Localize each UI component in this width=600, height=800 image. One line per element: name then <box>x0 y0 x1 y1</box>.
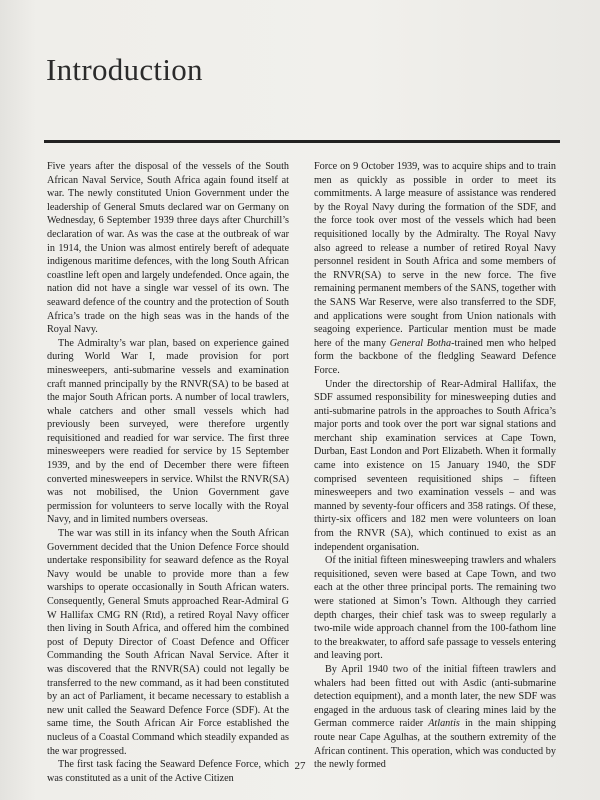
paragraph: Force on 9 October 1939, was to acquire ships and to train men as quickly as possible in order to meet its commitments. A large measure of assistance was rendered by the Royal Navy during the formation of the SDF, and the force took over most of the vessels which had been requisitioned locally by the Admiralty. The Royal Navy also agreed to release a number of retired Royal Navy personnel resident in South Africa and some members of the RNVR(SA) to serve in the new force. The five remaining permanent members of the SANS, together with the SANS War Reserve, were also transferred to the SDF, and applications were sought from Union nationals with seagoing experience. Particular mention must be made here of the many General Botha-trained men who helped form the backbone of the fledgling Seaward Defence Force. <box>314 161 556 376</box>
page-number: 27 <box>294 760 306 772</box>
left-column <box>47 160 289 785</box>
title-rule <box>44 140 560 143</box>
right-column <box>314 160 556 772</box>
paragraph: Of the initial fifteen minesweeping trawlers and whalers requisitioned, seven were based at Cape Town, and two each at the other three principal ports. The remaining two were stationed at Simon’s Town. Although they carried depth charges, their chief task was to sweep regularly a two-mile wide approach channel from the 100-fathom line to the breakwater, to afford safe passage to vessels entering and leaving port. <box>314 555 556 662</box>
paragraph: The war was still in its infancy when the South African Government decided that the Union Defence Force should undertake responsibility for seaward defence as the Royal Navy would be unable to provide more than a few warships to operate occasionally in South African waters. Consequently, General Smuts approached Rear-Admiral G W Hallifax CMG RN (Rtd), a retired Royal Navy officer then living in South Africa, and offered him the combined post of Deputy Director of Coast Defence and Officer Commanding the South African Naval Service. After it was discovered that the RNVR(SA) could not legally be transferred to the new command, as it had been constituted by an act of Parliament, it became necessary to establish a new unit called the Seaward Defence Force (SDF). At the same time, the South African Air Force established the nucleus of a Coastal Command which steadily expanded as the war progressed. <box>47 528 289 757</box>
paragraph: Five years after the disposal of the vessels of the South African Naval Service, South Africa again found itself at war. The newly constituted Union Government under the leadership of General Smuts declared war on Germany on Wednesday, 6 September 1939 three days after Churchill’s declaration of war. As was the case at the outbreak of war in 1914, the Union was almost entirely bereft of adequate indigenous maritime defences, with the long South African coastline left open and largely undefended. Once again, the nation did not have a single war vessel of its own. The seaward defence of the country and the protection of South Africa’s trade on the high seas was in the hands of the Royal Navy. <box>47 161 289 336</box>
page-title: Introduction <box>46 52 203 87</box>
paragraph: Under the directorship of Rear-Admiral Hallifax, the SDF assumed responsibility for minesweeping duties and anti-submarine patrols in the approaches to South Africa’s major ports and took over the port war signal stations and merchant ship examination services at Cape Town, Durban, East London and Port Elizabeth. When it formally came into existence on 15 January 1940, the SDF comprised seventeen requisitioned ships – fifteen minesweepers and two examination vessels – and was manned by seventy-four officers and 358 ratings. Of these, thirty-six officers and 182 men were volunteers on loan from the RNVR (SA), which continued to exist as an independent organisation. <box>314 378 556 553</box>
paragraph: By April 1940 two of the initial fifteen trawlers and whalers had been fitted out with Asdic (anti-submarine detection equipment), and a month later, the new SDF was engaged in the arduous task of clearing mines laid by the German commerce raider Atlantis in the main shipping route near Cape Agulhas, at the southern extremity of the African continent. This operation, which was conducted by the newly formed <box>314 663 556 771</box>
paragraph: The Admiralty’s war plan, based on experience gained during World War I, made provision for port minesweepers, anti-submarine vessels and examination craft manned principally by the RNVR(SA) to be based at the major South African ports. A number of local trawlers, whale catchers and other small vessels which had previously been surveyed, were therefore urgently requisitioned and readied for war service. The first three minesweepers were readied for service by 15 September 1939, and by the end of December there were fifteen converted minesweepers in service. Whilst the RNVR(SA) was not mobilised, the Union Government gave permission for volunteers to serve locally with the Royal Navy, and in limited numbers overseas. <box>47 337 289 526</box>
paragraph: The first task facing the Seaward Defence Force, which was constituted as a unit of the Active Citizen <box>47 759 289 784</box>
